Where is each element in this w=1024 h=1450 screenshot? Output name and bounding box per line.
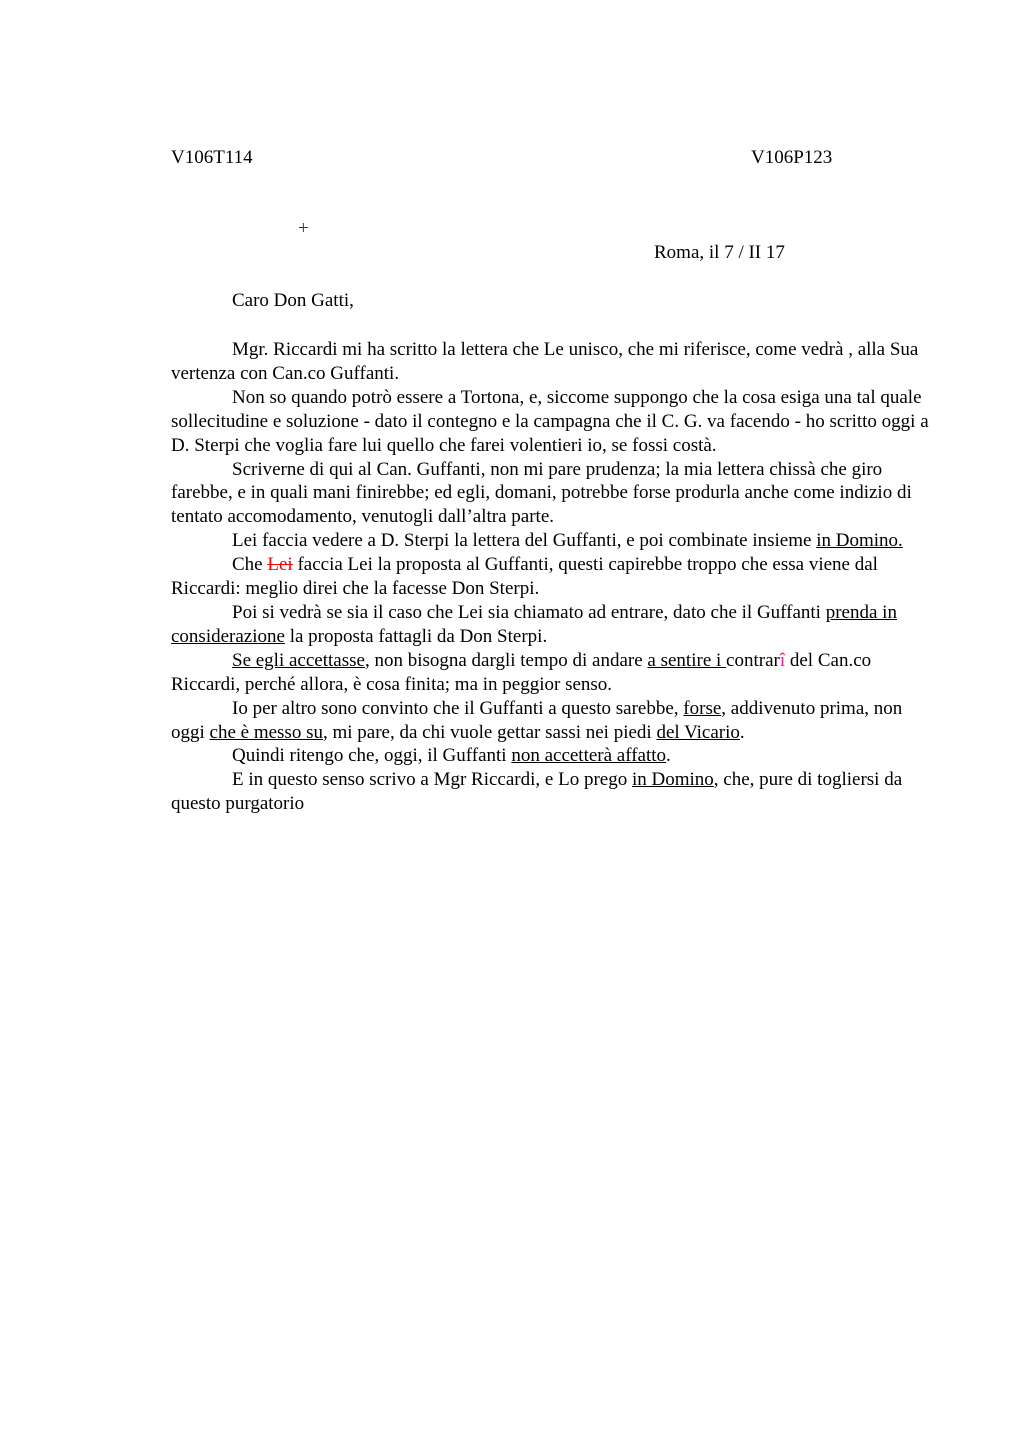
paragraph-text: Poi si vedrà se sia il caso che Lei sia chiamato ad entrare, dato che il Guffanti bbox=[232, 601, 826, 623]
paragraph-text: . bbox=[666, 745, 671, 767]
underlined-text: del Vicario bbox=[656, 721, 740, 743]
letter-body bbox=[171, 338, 931, 816]
paragraph-text: faccia Lei la proposta al Guffanti, questi capirebbe troppo che essa viene dal Riccardi: meglio direi che la facesse Don Sterpi. bbox=[171, 554, 878, 600]
paragraph-10 bbox=[171, 768, 931, 816]
salutation: Caro Don Gatti, bbox=[232, 290, 354, 311]
paragraph-text: , addivenuto prima, non oggi bbox=[171, 697, 903, 743]
paragraph-6 bbox=[171, 601, 931, 649]
underlined-text: in Domino. bbox=[816, 530, 903, 552]
paragraph-text: Lei faccia vedere a D. Sterpi la lettera del Guffanti, e poi combinate insieme bbox=[232, 530, 817, 552]
underlined-text: prenda in considerazione bbox=[171, 601, 897, 647]
document-code-left: V106T114 bbox=[171, 147, 253, 168]
paragraph-text: , non bisogna dargli tempo di andare bbox=[364, 649, 648, 671]
underlined-text: in Domino bbox=[631, 769, 714, 791]
paragraph-text: Mgr. Riccardi mi ha scritto la lettera che Le unisco, che mi riferisce, come vedrà , alla Sua vertenza con Can.co Guffanti. bbox=[171, 339, 919, 384]
paragraph-8 bbox=[171, 697, 931, 745]
paragraph-1 bbox=[171, 338, 931, 386]
document-code-right: V106P123 bbox=[751, 147, 833, 168]
struck-text: Lei bbox=[267, 554, 293, 576]
paragraph-text: Io per altro sono convinto che il Guffanti a questo sarebbe, bbox=[232, 697, 684, 719]
paragraph-text: , mi pare, da chi vuole gettar sassi nei piedi bbox=[322, 721, 657, 743]
paragraph-text: del Can.co Riccardi, perché allora, è cosa finita; ma in peggior senso. bbox=[171, 649, 872, 695]
letter-date: Roma, il 7 / II 17 bbox=[654, 242, 785, 263]
underlined-text: che è messo su bbox=[209, 721, 323, 743]
paragraph-text: Non so quando potrò essere a Tortona, e, siccome suppongo che la cosa esiga una tal quale sollecitudine e soluzione - dato il contegno e la campagna che il C. G. va facendo - ho scritto oggi a D. Sterpi che voglia fare lui quello che farei volentieri io, se fossi costà. bbox=[171, 386, 929, 456]
underlined-text: non accetterà affatto bbox=[511, 745, 667, 767]
paragraph-7 bbox=[171, 649, 931, 697]
paragraph-text: Quindi ritengo che, oggi, il Guffanti bbox=[232, 745, 512, 767]
underlined-text: forse bbox=[683, 697, 722, 719]
cross-mark: + bbox=[298, 218, 309, 239]
paragraph-text: contrar bbox=[726, 649, 780, 671]
paragraph-text: la proposta fattagli da Don Sterpi. bbox=[284, 625, 548, 647]
paragraph-text: Scriverne di qui al Can. Guffanti, non mi pare prudenza; la mia lettera chissà che giro farebbe, e in quali mani finirebbe; ed egli, domani, potrebbe forse produrla anche come indizio di tentato accomodamento, venutogli dall’altra parte. bbox=[171, 458, 912, 528]
paragraph-3 bbox=[171, 458, 931, 530]
paragraph-2 bbox=[171, 386, 931, 458]
paragraph-text: . bbox=[739, 721, 745, 743]
paragraph-text: E in questo senso scrivo a Mgr Riccardi, e Lo prego bbox=[232, 769, 632, 791]
underlined-text: a sentire i bbox=[647, 649, 727, 671]
paragraph-5 bbox=[171, 553, 931, 601]
paragraph-9 bbox=[171, 744, 931, 768]
paragraph-text: Che bbox=[232, 554, 268, 576]
paragraph-4 bbox=[171, 529, 931, 553]
highlighted-char: î bbox=[779, 649, 786, 671]
underlined-text: Se egli accettasse bbox=[232, 649, 365, 671]
paragraph-text: , che, pure di togliersi da questo purgatorio bbox=[171, 769, 903, 815]
